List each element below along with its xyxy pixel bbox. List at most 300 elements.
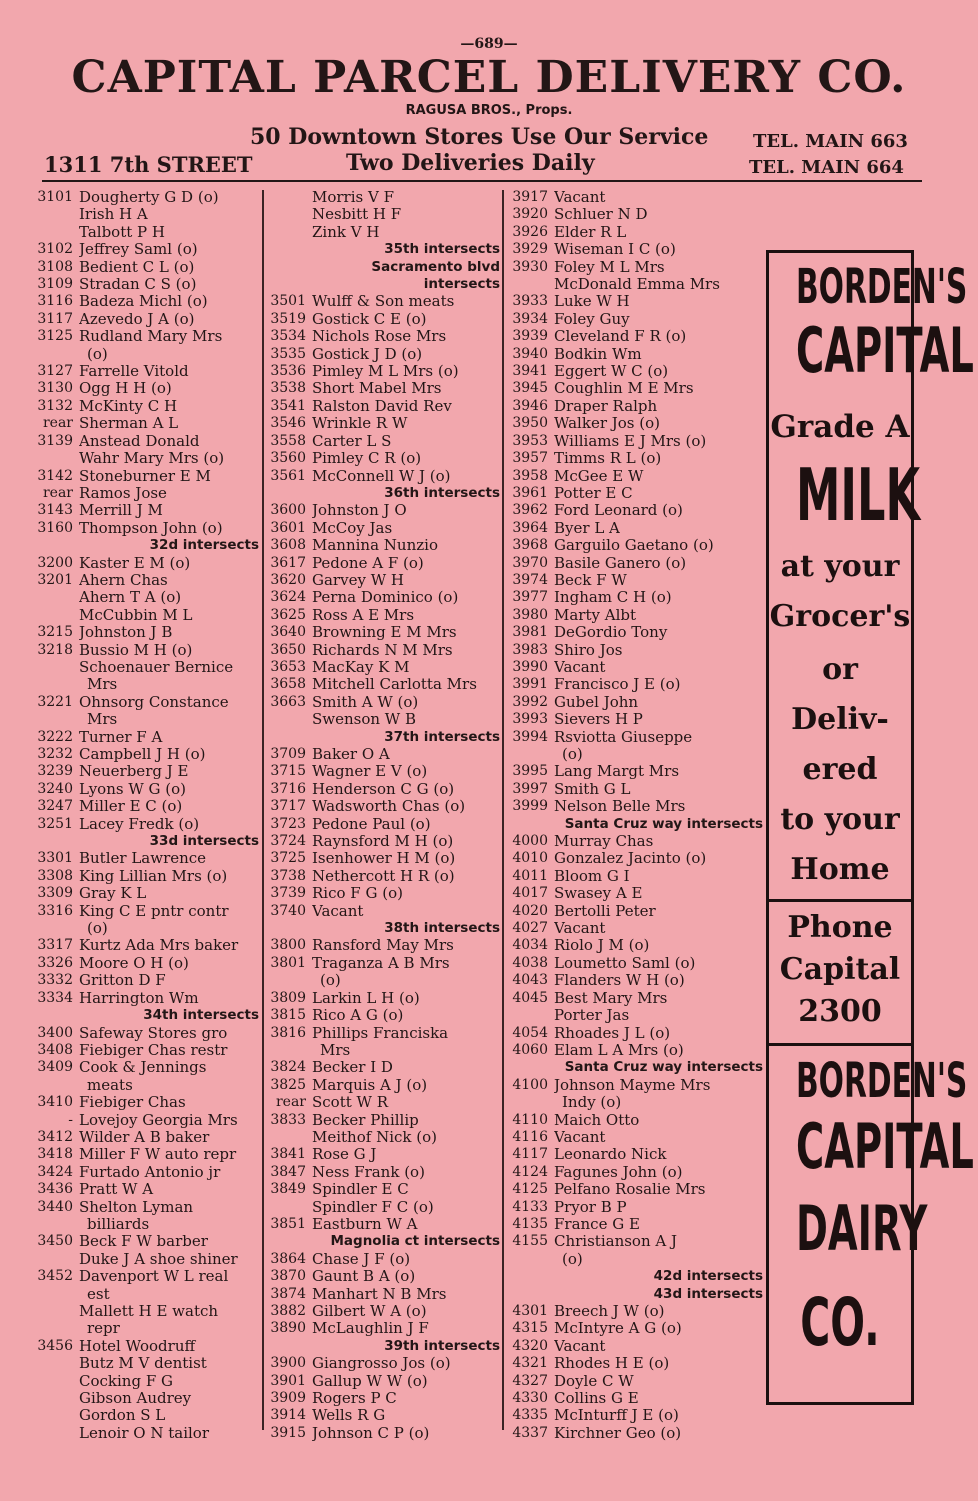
directory-entry	[266, 850, 500, 867]
directory-entry	[508, 224, 763, 241]
directory-entry	[508, 903, 763, 920]
street-number: 3815	[270, 1007, 306, 1024]
street-number: 3940	[512, 345, 548, 362]
street-number: 3412	[37, 1128, 73, 1145]
directory-entry	[508, 1425, 763, 1442]
resident-name: Traganza A B Mrs	[312, 954, 450, 972]
intersection-heading	[33, 833, 259, 850]
resident-name: Rsviotta Giuseppe	[554, 728, 693, 746]
street-number: 3440	[37, 1198, 73, 1215]
resident-name: Lacey Fredk (o)	[79, 815, 200, 833]
directory-entry	[508, 1251, 763, 1268]
intersection-label: 32d intersects	[149, 537, 259, 554]
directory-entry	[508, 1077, 763, 1094]
directory-entry	[266, 711, 500, 728]
resident-name: Gonzalez Jacinto (o)	[554, 850, 707, 868]
resident-name: Kaster E M (o)	[79, 554, 191, 572]
resident-name: (o)	[87, 920, 108, 938]
directory-entry	[508, 1164, 763, 1181]
directory-entry	[33, 920, 259, 937]
resident-name: Butz M V dentist	[79, 1355, 207, 1373]
resident-name: Jeffrey Saml (o)	[79, 241, 198, 259]
street-number: 3968	[512, 537, 548, 554]
intersection-label: 38th intersects	[384, 920, 500, 937]
resident-name: (o)	[320, 972, 341, 990]
resident-name: Stradan C S (o)	[79, 276, 197, 294]
street-number	[33, 1425, 79, 1442]
directory-entry	[33, 885, 259, 902]
resident-name: Ness Frank (o)	[312, 1163, 425, 1181]
street-number: 3239	[37, 763, 73, 780]
directory-entry	[33, 468, 259, 485]
directory-entry	[266, 1355, 500, 1372]
resident-name: Ramos Jose	[79, 484, 167, 502]
resident-name: Farrelle Vitold	[79, 363, 189, 381]
directory-entry	[266, 346, 500, 363]
street-number: 3715	[270, 763, 306, 780]
resident-name: Indy (o)	[562, 1094, 622, 1112]
directory-entry	[266, 468, 500, 485]
resident-name: Bussio M H (o)	[79, 641, 193, 659]
ad-capital-top: CAPITAL	[795, 314, 974, 387]
resident-name: Ahern T A (o)	[79, 589, 182, 607]
resident-name: Zink V H	[312, 223, 380, 241]
resident-name: Wiseman I C (o)	[554, 241, 676, 259]
telephone-2: TEL. MAIN 664	[749, 157, 904, 178]
street-number: 3558	[270, 432, 306, 449]
directory-entry	[266, 1199, 500, 1216]
resident-name: Stoneburner E M	[79, 467, 211, 485]
resident-name: est	[87, 1285, 110, 1303]
street-number: 3717	[270, 798, 306, 815]
directory-entry	[508, 520, 763, 537]
intersection-heading	[266, 259, 500, 276]
street-number: 3560	[270, 450, 306, 467]
directory-entry	[508, 502, 763, 519]
directory-entry	[33, 1425, 259, 1442]
street-number: 3909	[270, 1390, 306, 1407]
street-number: 3962	[512, 502, 548, 519]
resident-name: Shelton Lyman	[79, 1198, 194, 1216]
street-number: 4337	[512, 1424, 548, 1441]
directory-entry	[508, 937, 763, 954]
resident-name: Ransford May Mrs	[312, 937, 454, 955]
directory-entry	[33, 729, 259, 746]
street-number: 3915	[270, 1424, 306, 1441]
resident-name: Davenport W L real	[79, 1268, 229, 1286]
street-number	[508, 1094, 554, 1111]
intersection-heading	[266, 485, 500, 502]
resident-name: Fiebiger Chas	[79, 1094, 186, 1112]
directory-entry	[266, 224, 500, 241]
directory-entry	[266, 380, 500, 397]
directory-entry	[508, 1320, 763, 1337]
street-number: 3201	[37, 571, 73, 588]
street-number: 3541	[270, 397, 306, 414]
directory-entry	[508, 1390, 763, 1407]
directory-entry	[508, 1042, 763, 1059]
directory-column-3	[508, 189, 763, 1442]
street-number: 3999	[512, 798, 548, 815]
directory-entry	[266, 1007, 500, 1024]
street-number: 4155	[512, 1233, 548, 1250]
street-number: 4017	[512, 885, 548, 902]
street-number	[33, 1373, 79, 1390]
intersection-heading	[266, 241, 500, 258]
resident-name: Wilder A B baker	[79, 1128, 210, 1146]
resident-name: Perna Dominico (o)	[312, 589, 459, 607]
intersection-heading	[508, 1268, 763, 1285]
resident-name: Harrington Wm	[79, 989, 199, 1007]
resident-name: Mallett H E watch	[79, 1303, 219, 1320]
street-number: 3847	[270, 1163, 306, 1180]
ad-dairy: DAIRY	[795, 1192, 928, 1265]
resident-name: Dougherty G D (o)	[79, 189, 219, 206]
resident-name: Sievers H P	[554, 711, 643, 729]
directory-entry	[508, 276, 763, 293]
resident-name: Browning E M Mrs	[312, 624, 457, 642]
street-number: 3317	[37, 937, 73, 954]
street-number: -	[68, 1111, 73, 1128]
directory-entry	[33, 659, 259, 676]
street-number: 3849	[270, 1181, 306, 1198]
directory-entry	[33, 485, 259, 502]
directory-entry	[33, 572, 259, 589]
resident-name: Riolo J M (o)	[554, 937, 650, 955]
directory-entry	[508, 763, 763, 780]
street-number	[33, 1077, 79, 1094]
directory-entry	[508, 920, 763, 937]
resident-name: Spindler E C	[312, 1181, 409, 1199]
directory-entry	[33, 1025, 259, 1042]
street-number: 3716	[270, 780, 306, 797]
street-number: 3601	[270, 519, 306, 536]
directory-entry	[266, 311, 500, 328]
street-number	[33, 1320, 79, 1337]
resident-name: Mannina Nunzio	[312, 537, 438, 555]
street-number: 4125	[512, 1181, 548, 1198]
street-number: 3160	[37, 519, 73, 536]
intersection-heading	[508, 1286, 763, 1303]
resident-name: Gubel John	[554, 693, 639, 711]
directory-entry	[508, 781, 763, 798]
street-number	[33, 920, 79, 937]
street-number: rear	[42, 484, 73, 501]
directory-entry	[266, 642, 500, 659]
resident-name: Pimley C R (o)	[312, 450, 422, 468]
directory-entry	[266, 676, 500, 693]
resident-name: Ahern Chas	[79, 571, 168, 589]
street-number: 3501	[270, 293, 306, 310]
service-line: 50 Downtown Stores Use Our Service	[250, 124, 709, 150]
directory-entry	[266, 1216, 500, 1233]
street-number: 3127	[37, 363, 73, 380]
resident-name: Ingham C H (o)	[554, 589, 672, 607]
directory-entry	[508, 729, 763, 746]
resident-name: Schoenauer Bernice	[79, 658, 234, 676]
street-number: 3990	[512, 658, 548, 675]
street-number: 3917	[512, 189, 548, 205]
directory-entry	[33, 642, 259, 659]
resident-name: Christianson A J	[554, 1233, 678, 1251]
directory-entry	[508, 1355, 763, 1372]
resident-name: Vacant	[554, 1337, 606, 1355]
resident-name: billiards	[87, 1215, 150, 1233]
street-number: 3240	[37, 780, 73, 797]
street-number: 4335	[512, 1407, 548, 1424]
ad-home: Home	[790, 852, 890, 887]
directory-entry	[266, 433, 500, 450]
resident-name: Rose G J	[312, 1146, 377, 1164]
directory-entry	[508, 624, 763, 641]
street-number: 3452	[37, 1268, 73, 1285]
resident-name: Phillips Franciska	[312, 1024, 449, 1042]
street-number: 4054	[512, 1024, 548, 1041]
resident-name: Gallup W W (o)	[312, 1372, 428, 1390]
resident-name: Baker O A	[312, 746, 390, 763]
ad-grocers: Grocer's	[769, 599, 911, 634]
resident-name: Elder R L	[554, 223, 627, 241]
resident-name: Miller E C (o)	[79, 798, 183, 816]
ad-separator-2	[769, 1043, 911, 1046]
directory-entry	[266, 398, 500, 415]
resident-name: Potter E C	[554, 484, 633, 502]
directory-entry	[33, 502, 259, 519]
directory-entry	[33, 293, 259, 310]
directory-entry	[508, 1094, 763, 1111]
intersection-heading	[266, 1233, 500, 1250]
resident-name: Kirchner Geo (o)	[554, 1424, 682, 1442]
directory-entry	[508, 468, 763, 485]
resident-name: Eastburn W A	[312, 1215, 418, 1233]
street-number: 3993	[512, 711, 548, 728]
street-number: 3546	[270, 415, 306, 432]
street-number: 3534	[270, 328, 306, 345]
intersection-label: 37th intersects	[384, 728, 500, 745]
street-number: 3640	[270, 624, 306, 641]
street-number	[266, 189, 312, 206]
directory-entry	[508, 711, 763, 728]
resident-name: Loumetto Saml (o)	[554, 954, 696, 972]
ad-ered: ered	[802, 752, 878, 787]
street-number	[33, 346, 79, 363]
street-number	[33, 1390, 79, 1407]
street-number: 4133	[512, 1198, 548, 1215]
ad-brand-bottom: BORDEN'S	[795, 1053, 968, 1109]
directory-entry	[508, 241, 763, 258]
directory-entry	[266, 572, 500, 589]
street-number: 3709	[270, 746, 306, 762]
resident-name: McGee E W	[554, 467, 644, 485]
street-number: 3536	[270, 363, 306, 380]
ad-to-your: to your	[780, 802, 900, 837]
resident-name: Best Mary Mrs	[554, 989, 668, 1007]
resident-name: Short Mabel Mrs	[312, 380, 442, 398]
intersection-heading	[508, 816, 763, 833]
directory-entry	[508, 676, 763, 693]
directory-entry	[33, 259, 259, 276]
directory-entry	[266, 206, 500, 223]
resident-name: Badeza Michl (o)	[79, 293, 208, 311]
resident-name: Bloom G I	[554, 867, 630, 885]
street-number	[33, 1251, 79, 1268]
resident-name: Marty Albt	[554, 606, 637, 624]
directory-entry	[33, 1216, 259, 1233]
street-number: 3334	[37, 989, 73, 1006]
resident-name: Cocking F G	[79, 1372, 173, 1390]
street-number	[266, 1129, 312, 1146]
directory-entry	[266, 798, 500, 815]
resident-name: Ogg H H (o)	[79, 380, 172, 398]
resident-name: Mitchell Carlotta Mrs	[312, 676, 477, 694]
directory-entry	[266, 659, 500, 676]
resident-name: McIntyre A G (o)	[554, 1320, 682, 1338]
street-number: 3221	[37, 693, 73, 710]
street-number: 3991	[512, 676, 548, 693]
street-number: 3724	[270, 833, 306, 850]
ad-at-your: at your	[780, 549, 900, 584]
resident-name: Becker Phillip	[312, 1111, 419, 1129]
resident-name: (o)	[87, 345, 108, 363]
directory-entry	[266, 189, 500, 206]
intersection-label: 39th intersects	[384, 1337, 500, 1354]
ad-capital-bottom: CAPITAL	[795, 1110, 974, 1183]
directory-entry	[33, 1320, 259, 1337]
directory-entry	[508, 1233, 763, 1250]
directory-entry	[508, 972, 763, 989]
resident-name: Gilbert W A (o)	[312, 1303, 427, 1320]
directory-entry	[33, 555, 259, 572]
resident-name: McKinty C H	[79, 397, 178, 415]
resident-name: Beck F W barber	[79, 1233, 208, 1251]
directory-entry	[508, 1129, 763, 1146]
directory-entry	[33, 1059, 259, 1076]
street-number: 4000	[512, 833, 548, 850]
resident-name: Breech J W (o)	[554, 1303, 665, 1320]
street-number: 3332	[37, 972, 73, 989]
street-number: 3450	[37, 1233, 73, 1250]
street-number: 3914	[270, 1407, 306, 1424]
directory-entry	[508, 955, 763, 972]
directory-entry	[266, 1025, 500, 1042]
street-number: 4020	[512, 902, 548, 919]
street-number: 3519	[270, 310, 306, 327]
resident-name: Fiebiger Chas restr	[79, 1041, 228, 1059]
street-number: 4124	[512, 1163, 548, 1180]
street-number: 3663	[270, 693, 306, 710]
directory-entry	[266, 1129, 500, 1146]
resident-name: Walker Jos (o)	[554, 415, 661, 433]
resident-name: McLaughlin J F	[312, 1320, 429, 1338]
directory-entry	[33, 276, 259, 293]
resident-name: Ford Leonard (o)	[554, 502, 683, 520]
street-number: 4330	[512, 1390, 548, 1407]
street-number: 3251	[37, 815, 73, 832]
directory-entry	[508, 206, 763, 223]
directory-entry	[508, 1199, 763, 1216]
directory-entry	[266, 1181, 500, 1198]
resident-name: Lang Margt Mrs	[554, 763, 680, 781]
street-number	[33, 1355, 79, 1372]
street-number: 3874	[270, 1285, 306, 1302]
street-number: 3964	[512, 519, 548, 536]
resident-name: Mrs	[87, 676, 118, 694]
street-number: 3994	[512, 728, 548, 745]
directory-entry	[508, 1112, 763, 1129]
street-number: 4038	[512, 954, 548, 971]
intersection-label: 35th intersects	[384, 241, 500, 258]
directory-entry	[33, 363, 259, 380]
resident-name: Ross A E Mrs	[312, 606, 415, 624]
directory-entry	[508, 1146, 763, 1163]
intersection-heading	[266, 920, 500, 937]
directory-entry	[508, 1025, 763, 1042]
resident-name: Butler Lawrence	[79, 850, 207, 868]
resident-name: Rico F G (o)	[312, 885, 403, 903]
street-number: 3981	[512, 624, 548, 641]
resident-name: Maich Otto	[554, 1111, 640, 1129]
resident-name: Foley Guy	[554, 310, 630, 328]
street-number	[33, 659, 79, 676]
directory-entry	[266, 1112, 500, 1129]
directory-entry	[33, 1338, 259, 1355]
directory-entry	[508, 659, 763, 676]
street-number: 3957	[512, 450, 548, 467]
street-number: rear	[42, 415, 73, 432]
directory-entry	[33, 311, 259, 328]
ad-milk: MILK	[795, 453, 921, 537]
resident-name: DeGordio Tony	[554, 624, 668, 642]
resident-name: Timms R L (o)	[554, 450, 662, 468]
street-number: 3218	[37, 641, 73, 658]
street-number: 3920	[512, 206, 548, 223]
directory-entry	[266, 1320, 500, 1337]
resident-name: Kurtz Ada Mrs baker	[79, 937, 239, 955]
header-rule	[42, 180, 922, 182]
directory-entry	[33, 450, 259, 467]
street-number: 4010	[512, 850, 548, 867]
column-divider-2	[502, 190, 504, 1430]
street-number: 3946	[512, 397, 548, 414]
directory-entry	[508, 1407, 763, 1424]
directory-entry	[33, 711, 259, 728]
street-number: 3308	[37, 867, 73, 884]
street-number: 4060	[512, 1041, 548, 1058]
deliveries-line: Two Deliveries Daily	[346, 150, 595, 176]
street-number: 3418	[37, 1146, 73, 1163]
resident-name: Swasey A E	[554, 885, 643, 903]
resident-name: Francisco J E (o)	[554, 676, 681, 694]
street-number: 3232	[37, 746, 73, 762]
street-number: 3309	[37, 885, 73, 902]
intersection-label: Santa Cruz way intersects	[564, 815, 763, 832]
street-number: 3841	[270, 1146, 306, 1163]
directory-entry	[33, 433, 259, 450]
street-number: 3109	[37, 276, 73, 293]
directory-entry	[266, 1268, 500, 1285]
directory-entry	[508, 363, 763, 380]
directory-entry	[33, 990, 259, 1007]
resident-name: Doyle C W	[554, 1372, 634, 1390]
directory-entry	[508, 346, 763, 363]
directory-entry	[266, 990, 500, 1007]
resident-name: Neuerberg J E	[79, 763, 189, 781]
directory-entry	[266, 415, 500, 432]
resident-name: Vacant	[554, 920, 606, 938]
street-number: 3436	[37, 1181, 73, 1198]
resident-name: Wahr Mary Mrs (o)	[79, 450, 225, 468]
directory-entry	[266, 1390, 500, 1407]
